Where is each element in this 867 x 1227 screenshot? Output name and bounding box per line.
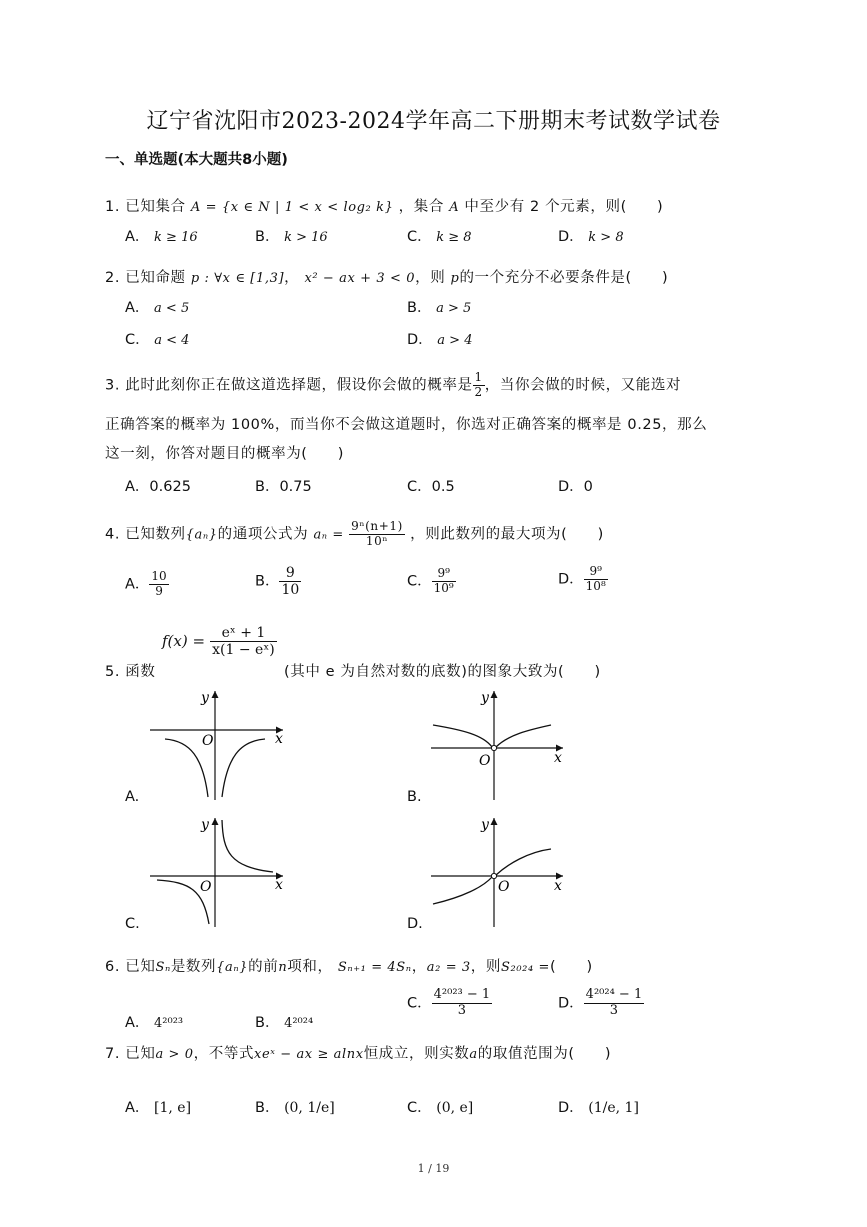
question-1 <box>105 195 663 216</box>
q1-mid: ，集合 <box>398 199 444 215</box>
question-3-line-3: 这一刻，你答对题目的概率为( ) <box>105 446 345 462</box>
q1-suffix: 中至少有 2 个元素，则( ) <box>464 199 664 215</box>
origin-label: O <box>202 733 214 749</box>
y-label: y <box>201 690 209 706</box>
q1-option-a-label: A． <box>125 229 150 245</box>
q6-t3: 项和， <box>287 959 333 975</box>
q5-option-a-label[interactable]: A. <box>125 789 140 805</box>
q6-t1: 是数列 <box>170 959 217 975</box>
q3-half-fraction <box>473 371 485 400</box>
origin-label: O <box>479 753 491 769</box>
q2-option-c-label: C． <box>125 332 150 348</box>
q7-option-a-value: [1, e] <box>154 1100 192 1116</box>
q4-b-num: 9 <box>279 565 301 582</box>
q6-option-b-label: B． <box>255 1015 280 1031</box>
q2-mid: ，则 <box>415 270 446 286</box>
q4-lhs: aₙ = <box>313 527 344 543</box>
q6-a2: a₂ = 3 <box>426 960 471 975</box>
q1-option-b-label: B． <box>255 229 280 245</box>
q6-option-d[interactable] <box>558 988 644 1019</box>
q7-option-b-value: (0, 1/e] <box>284 1100 335 1116</box>
curve-left <box>433 877 492 904</box>
q4-option-c[interactable] <box>407 567 456 596</box>
q1-option-b[interactable] <box>255 225 328 246</box>
q6-suffix: ( ) <box>549 959 593 975</box>
origin-label: O <box>200 879 212 895</box>
q1-prefix: 1. 已知集合 <box>105 199 186 215</box>
x-label: x <box>275 731 283 747</box>
q2-sep: ， <box>284 270 300 286</box>
q6-d-num: 4²⁰²⁴ − 1 <box>585 987 643 1002</box>
curve-right <box>496 849 551 875</box>
q4-num: 9ⁿ(n+1) <box>351 519 403 533</box>
q4-den: 10ⁿ <box>365 533 389 548</box>
q6-option-b-value: 4²⁰²⁴ <box>284 1016 314 1031</box>
q4-option-b[interactable] <box>255 565 301 598</box>
q1-option-b-value: k > 16 <box>284 230 328 245</box>
q1-option-d[interactable] <box>558 225 624 246</box>
q4-d-den: 10⁸ <box>585 578 606 593</box>
q6-t4: ，则 <box>470 959 501 975</box>
q5-lhs: f(x) = <box>162 632 206 651</box>
q5-den: x(1 − eˣ) <box>212 642 275 659</box>
q5-graph-b[interactable] <box>428 685 573 805</box>
question-3-line-2: 正确答案的概率为 100%，而当你不会做这道题时，你选对正确答案的概率是 0.25，那么 <box>105 417 708 433</box>
q2-expr-2: x² − ax + 3 < 0 <box>304 271 416 286</box>
q2-option-d-label: D． <box>407 332 433 348</box>
q6-prefix: 6. 已知 <box>105 959 156 975</box>
q4-option-b-label: B． <box>255 573 280 590</box>
open-point <box>491 873 496 878</box>
q7-condition: a > 0 <box>155 1047 194 1062</box>
q6-option-a-label: A． <box>125 1015 150 1031</box>
q6-option-c-fraction <box>432 988 493 1019</box>
q2-option-a[interactable] <box>125 296 189 317</box>
q4-prefix: 4. 已知数列 <box>105 526 186 543</box>
q6-option-b[interactable] <box>255 1011 313 1032</box>
q2-option-a-label: A． <box>125 300 150 316</box>
q6-option-d-label: D． <box>558 995 584 1012</box>
q1-option-c-value: k ≥ 8 <box>436 230 472 245</box>
page-number: 1 / 19 <box>417 1162 450 1175</box>
q5-function-formula <box>162 625 277 658</box>
q4-mid: 的通项公式为 <box>217 526 309 543</box>
q5-option-c-label[interactable]: C. <box>125 916 140 932</box>
q7-option-d[interactable] <box>558 1096 639 1117</box>
q1-option-a-value: k ≥ 16 <box>154 230 198 245</box>
q6-t2: 的前 <box>248 959 279 975</box>
q7-inequality: xeˣ − ax ≥ alnx <box>254 1047 364 1062</box>
q2-p: p <box>450 271 460 286</box>
q4-option-c-fraction <box>432 567 456 596</box>
q3-option-d[interactable]: D．0 <box>558 479 593 495</box>
q6-s2024: S₂₀₂₄ = <box>501 960 550 975</box>
q4-c-num: 9⁹ <box>432 567 456 582</box>
q4-b-den: 10 <box>281 582 300 599</box>
question-5-suffix: (其中 e 为自然对数的底数)的图象大致为( ) <box>284 664 601 680</box>
q5-graph-c[interactable] <box>145 812 295 932</box>
curve-right <box>496 725 551 747</box>
q6-d-den: 3 <box>609 1002 619 1018</box>
q6-option-d-fraction <box>584 988 645 1019</box>
q2-option-b[interactable] <box>407 296 471 317</box>
y-label: y <box>201 817 209 833</box>
q2-suffix: 的一个充分不必要条件是( ) <box>459 270 669 286</box>
q2-prefix: 2. 已知命题 <box>105 270 186 286</box>
q7-option-d-value: (1/e, 1] <box>588 1100 639 1116</box>
y-label: y <box>481 690 489 706</box>
q7-option-b-label: B． <box>255 1100 280 1116</box>
question-6 <box>105 955 593 976</box>
q2-option-b-value: a > 5 <box>436 301 472 316</box>
x-label: x <box>554 750 562 766</box>
q2-option-c[interactable] <box>125 328 189 349</box>
q4-option-a-label: A． <box>125 576 150 593</box>
q4-option-d[interactable] <box>558 565 608 594</box>
open-point <box>491 745 496 750</box>
q6-relation: Sₙ₊₁ = 4Sₙ <box>337 960 412 975</box>
y-label: y <box>481 817 489 833</box>
q2-option-c-value: a < 4 <box>154 333 190 348</box>
q7-option-c-label: C． <box>407 1100 432 1116</box>
q4-option-d-fraction <box>584 565 608 594</box>
q1-option-d-value: k > 8 <box>588 230 624 245</box>
x-label: x <box>275 877 283 893</box>
q6-option-c[interactable] <box>407 988 492 1019</box>
q7-option-b[interactable] <box>255 1096 335 1117</box>
q1-set-expression: A = {x ∈ N | 1 < x < log₂ k} <box>190 200 394 215</box>
origin-label: O <box>498 879 510 895</box>
q7-option-d-label: D． <box>558 1100 584 1116</box>
question-3-line-1 <box>105 371 681 400</box>
q6-c-den: 3 <box>457 1002 467 1018</box>
q7-option-c-value: (0, e] <box>436 1100 474 1116</box>
q6-n: n <box>278 960 288 975</box>
q7-option-c[interactable] <box>407 1096 473 1117</box>
q7-option-a[interactable] <box>125 1096 191 1117</box>
q2-option-d-value: a > 4 <box>437 333 473 348</box>
q6-option-a-value: 4²⁰²³ <box>154 1016 184 1031</box>
curve-left <box>433 725 492 747</box>
q5-option-d-label[interactable]: D. <box>407 916 423 932</box>
page-title: 辽宁省沈阳市2023-2024学年高二下册期末考试数学试卷 <box>146 109 721 134</box>
q7-suffix: 的取值范围为( ) <box>477 1046 612 1062</box>
curve-right <box>222 820 273 872</box>
q5-fraction <box>210 625 277 658</box>
q5-graph-a[interactable] <box>145 685 295 805</box>
question-2 <box>105 266 668 287</box>
q4-sequence: {aₙ} <box>185 527 218 543</box>
q7-a: a <box>469 1047 478 1062</box>
q1-option-d-label: D． <box>558 229 584 245</box>
q2-option-b-label: B． <box>407 300 432 316</box>
q4-a-den: 9 <box>155 583 163 598</box>
q6-sn: Sₙ <box>155 960 171 975</box>
q2-expr-1: p : ∀x ∈ [1,3] <box>190 271 285 286</box>
q6-option-a[interactable] <box>125 1011 183 1032</box>
q6-sep: ， <box>411 959 427 975</box>
q4-formula-fraction <box>349 520 405 549</box>
q2-option-d[interactable] <box>407 328 472 349</box>
q3-half-num: 1 <box>474 370 483 384</box>
q1-option-c[interactable] <box>407 225 472 246</box>
q7-t1: ，不等式 <box>193 1046 255 1062</box>
q4-option-b-fraction <box>279 565 301 598</box>
q4-option-c-label: C． <box>407 573 432 590</box>
q5-num: eˣ + 1 <box>210 625 277 642</box>
q7-prefix: 7. 已知 <box>105 1046 156 1062</box>
q4-a-num: 10 <box>151 569 167 583</box>
q3-option-c[interactable]: C．0.5 <box>407 479 455 495</box>
q1-set-a: A <box>449 200 460 215</box>
q4-d-num: 9⁹ <box>584 565 608 580</box>
q6-c-num: 4²⁰²³ − 1 <box>433 987 491 1002</box>
q6-an: {aₙ} <box>216 960 249 975</box>
q4-option-a-fraction <box>149 570 168 599</box>
q3-text-a: 3. 此时此刻你正在做这道选择题，假设你会做的概率是 <box>105 377 473 394</box>
q1-option-c-label: C． <box>407 229 432 245</box>
q4-suffix: ，则此数列的最大项为( ) <box>410 526 604 543</box>
q3-option-a[interactable]: A．0.625 <box>125 479 191 495</box>
section-heading: 一、单选题(本大题共8小题) <box>105 152 288 168</box>
q2-option-a-value: a < 5 <box>154 301 190 316</box>
q3-option-b[interactable]: B．0.75 <box>255 479 312 495</box>
q3-text-b: ，当你会做的时候，又能选对 <box>484 377 682 394</box>
question-4 <box>105 520 604 549</box>
q7-option-a-label: A． <box>125 1100 150 1116</box>
q5-option-b-label[interactable]: B. <box>407 789 422 805</box>
q5-graph-d[interactable] <box>428 812 573 932</box>
q4-option-a[interactable] <box>125 570 169 599</box>
question-7 <box>105 1042 611 1063</box>
x-label: x <box>554 878 562 894</box>
q4-c-den: 10⁹ <box>433 580 454 595</box>
curve-right <box>222 739 265 797</box>
q6-option-c-label: C． <box>407 995 432 1012</box>
q4-option-d-label: D． <box>558 571 584 588</box>
q3-half-den: 2 <box>474 384 483 399</box>
q7-t2: 恒成立，则实数 <box>363 1046 470 1062</box>
question-5-prefix: 5. 函数 <box>105 664 156 680</box>
q1-option-a[interactable] <box>125 225 198 246</box>
